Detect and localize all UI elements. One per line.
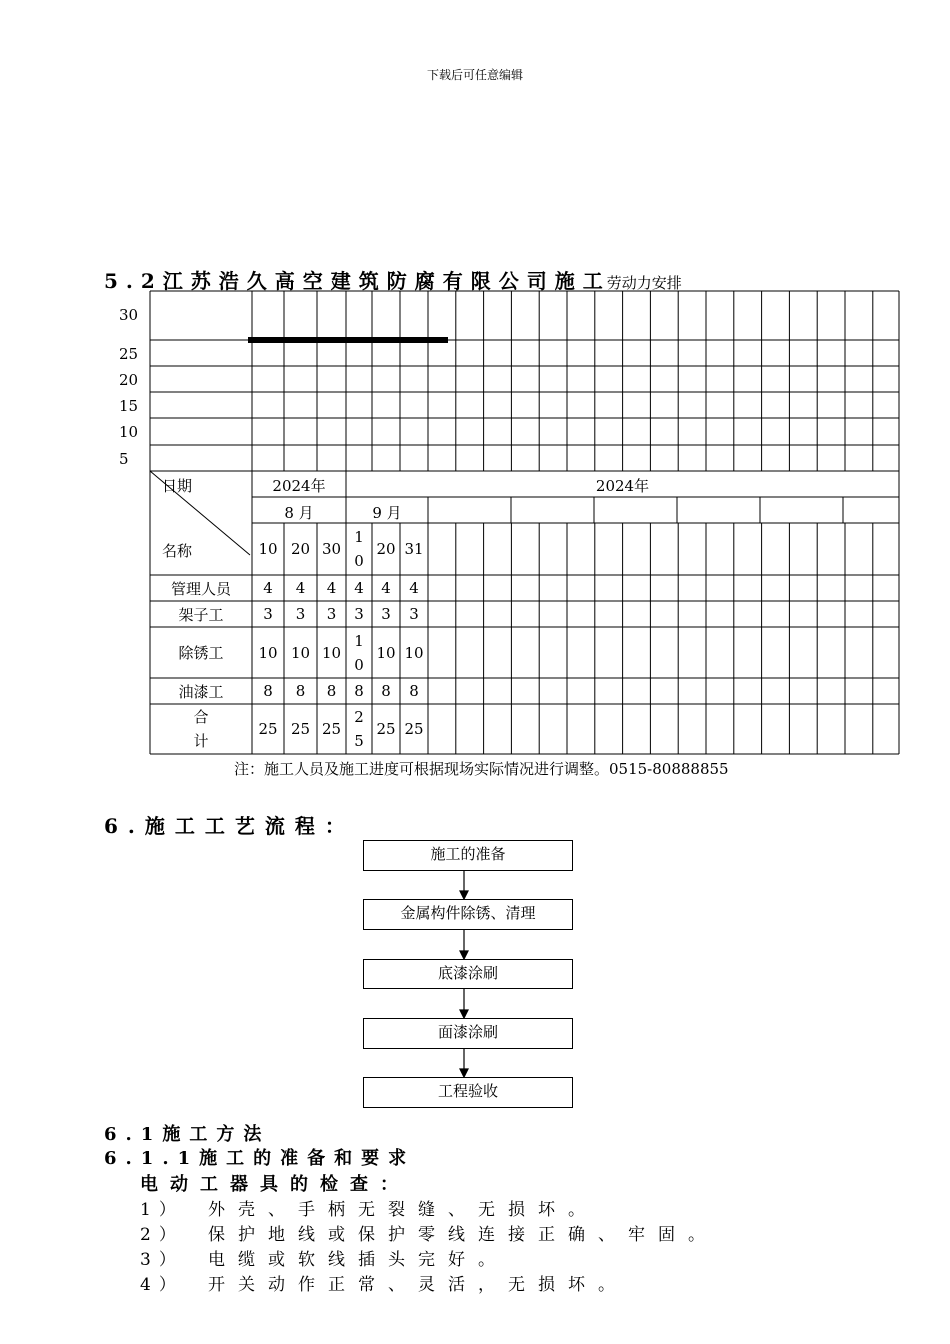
row-value: 25 xyxy=(354,708,364,750)
row-value: 4 xyxy=(409,579,419,597)
month-aug: 8 月 xyxy=(284,504,314,522)
list-item-text: 保护地线或保护零线连接正确、牢固。 xyxy=(208,1225,718,1245)
flow-step-primer: 底漆涂刷 xyxy=(363,959,573,989)
day-header: 10 xyxy=(258,540,278,558)
y-label-10: 10 xyxy=(119,423,139,441)
date-label: 日期 xyxy=(162,477,193,495)
row-value: 10 xyxy=(354,631,364,674)
section-6-1-title: 6.1施工方法 xyxy=(104,1124,271,1145)
row-value: 8 xyxy=(409,682,419,700)
row-label: 管理人员 xyxy=(170,579,231,598)
row-value: 3 xyxy=(354,605,364,623)
y-label-25: 25 xyxy=(119,345,139,363)
row-value: 25 xyxy=(321,720,342,738)
y-label-15: 15 xyxy=(119,397,139,415)
row-label: 架子工 xyxy=(178,605,224,624)
row-value: 8 xyxy=(326,682,337,700)
section-6-1-1-title: 6.1.1施工的准备和要求 xyxy=(104,1148,416,1169)
list-item-text: 开关动作正常、灵活，无损坏。 xyxy=(208,1275,628,1295)
row-value: 3 xyxy=(409,605,419,623)
flow-step-topcoat: 面漆涂刷 xyxy=(363,1018,573,1049)
day-header: 31 xyxy=(404,540,424,558)
day-header: 30 xyxy=(321,540,342,558)
row-value: 25 xyxy=(258,720,278,738)
row-value: 4 xyxy=(381,579,391,597)
row-value: 3 xyxy=(263,605,273,623)
section-5-2-title-main: 5.2江苏浩久高空建筑防腐有限公司施工 xyxy=(104,269,611,293)
flow-step-derust: 金属构件除锈、清理 xyxy=(363,899,573,930)
row-label: 油漆工 xyxy=(178,682,224,701)
year-left: 2024年 xyxy=(272,477,326,495)
row-value: 3 xyxy=(381,605,391,623)
section-5-2-title-sub: 劳动力安排 xyxy=(606,274,682,292)
row-value: 25 xyxy=(404,720,424,738)
list-item-number: 2） xyxy=(140,1225,184,1245)
row-value: 4 xyxy=(263,579,273,597)
day-header: 20 xyxy=(290,540,311,558)
row-value: 3 xyxy=(295,605,306,623)
row-label: 合计 xyxy=(193,708,209,750)
header-note: 下载后可任意编辑 xyxy=(426,68,523,82)
row-value: 10 xyxy=(258,643,278,662)
year-right: 2024年 xyxy=(595,477,650,495)
row-label: 除锈工 xyxy=(178,644,224,662)
row-value: 10 xyxy=(321,643,342,662)
row-value: 10 xyxy=(376,643,396,662)
tool-check-title: 电动工器具的检查： xyxy=(140,1174,410,1195)
row-value: 10 xyxy=(290,643,311,662)
day-header: 10 xyxy=(354,528,364,570)
row-value: 3 xyxy=(326,605,337,623)
flow-step-prepare: 施工的准备 xyxy=(363,840,573,871)
row-value: 4 xyxy=(326,579,337,597)
list-item-number: 4） xyxy=(140,1275,184,1295)
y-label-5: 5 xyxy=(119,450,129,468)
day-header: 20 xyxy=(376,540,396,558)
row-value: 25 xyxy=(376,720,396,738)
list-item-number: 1） xyxy=(140,1200,184,1220)
list-item-text: 外壳、手柄无裂缝、无损坏。 xyxy=(208,1200,598,1220)
y-label-30: 30 xyxy=(119,306,139,324)
list-item xyxy=(140,1220,840,1245)
month-sep: 9 月 xyxy=(372,504,402,522)
y-label-20: 20 xyxy=(119,371,139,389)
row-value: 8 xyxy=(381,682,391,700)
name-label: 名称 xyxy=(162,542,193,560)
flow-step-acceptance: 工程验收 xyxy=(363,1077,573,1108)
row-value: 25 xyxy=(290,720,311,738)
list-item xyxy=(140,1195,840,1220)
row-value: 8 xyxy=(354,682,364,700)
row-value: 8 xyxy=(295,682,306,700)
row-value: 4 xyxy=(354,579,364,597)
row-value: 10 xyxy=(404,643,424,662)
list-item xyxy=(140,1245,840,1270)
section-6-title: 6.施工工艺流程： xyxy=(104,814,355,838)
list-item xyxy=(140,1270,840,1295)
list-item-number: 3） xyxy=(140,1250,184,1270)
row-value: 4 xyxy=(295,579,306,597)
row-value: 8 xyxy=(263,682,273,700)
list-item-text: 电缆或软线插头完好。 xyxy=(208,1250,508,1270)
table-note: 注：施工人员及施工进度可根据现场实际情况进行调整。0515-80888855 xyxy=(234,760,729,778)
